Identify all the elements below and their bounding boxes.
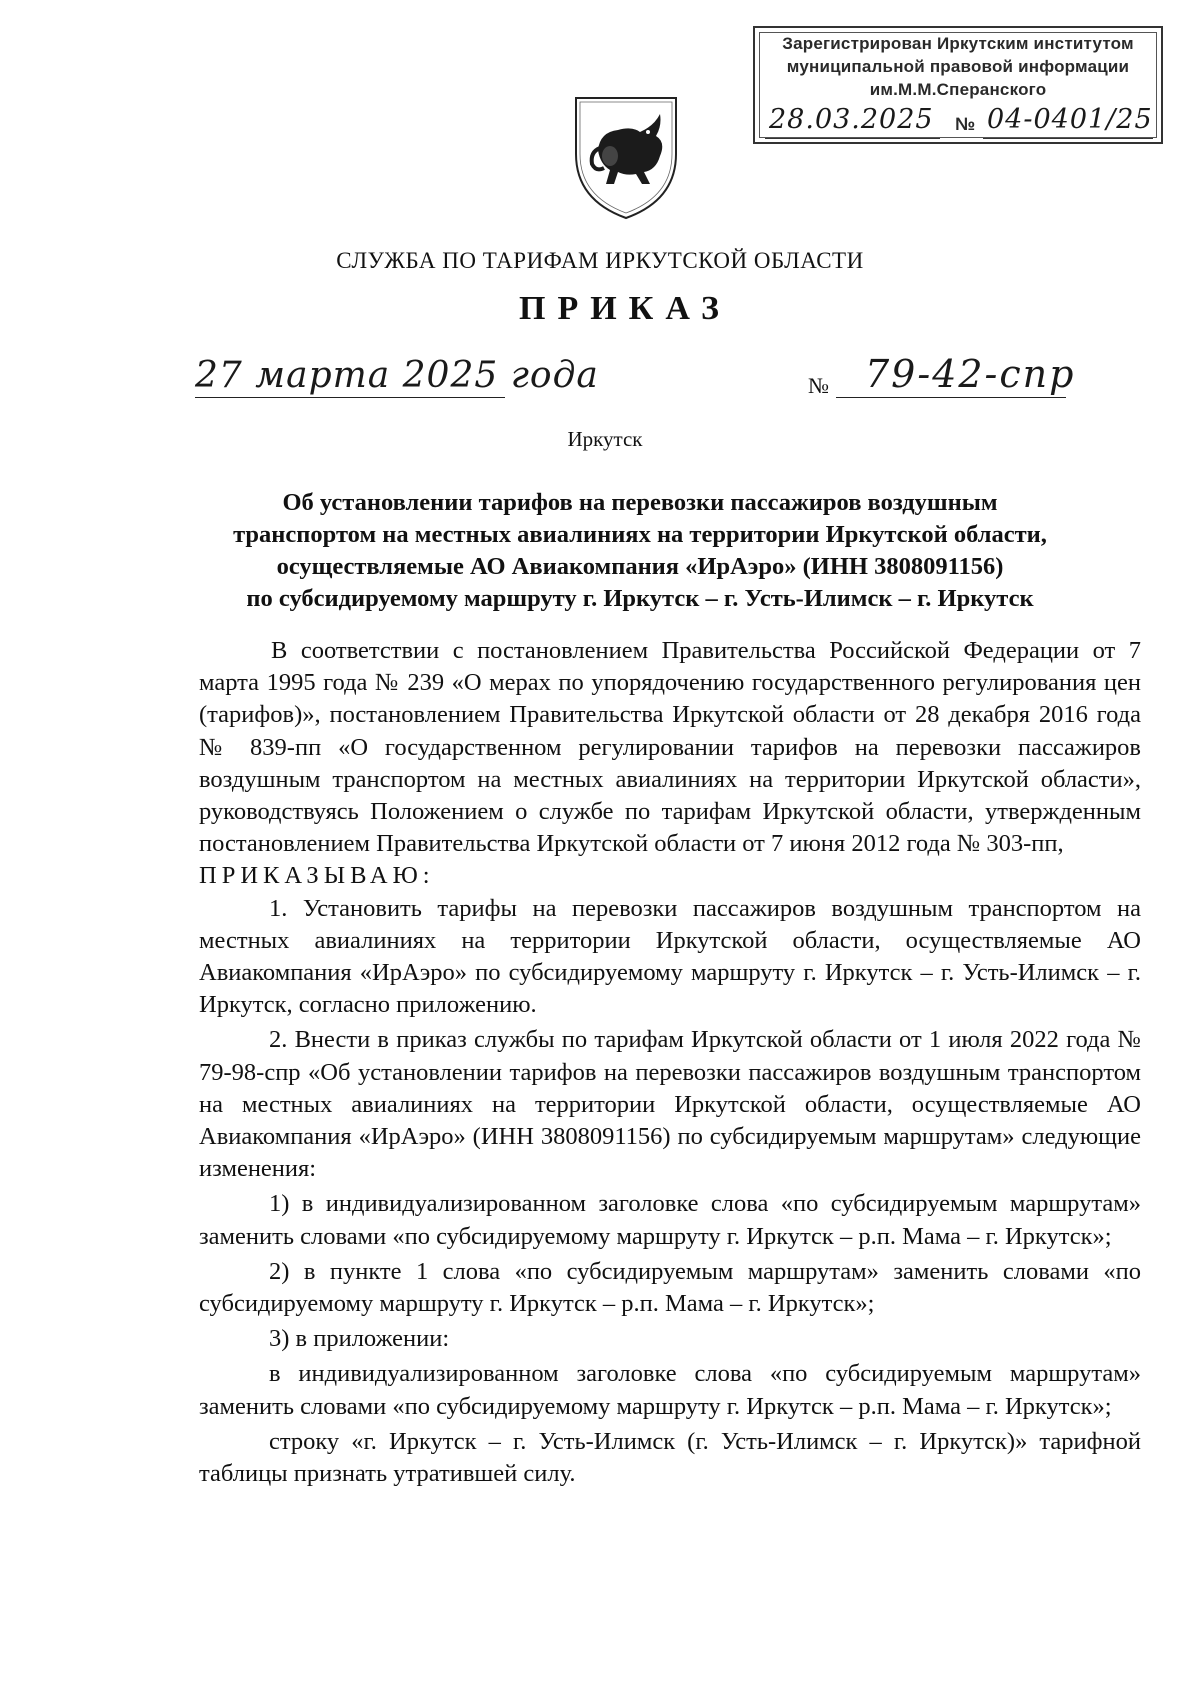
subitem-2-paragraph: 2) в пункте 1 слова «по субсидируемым маршрутам» заменить словами «по субсидируемому маршруту г. Иркутск – р.п. Мама – г. Иркутск»;	[199, 1257, 1141, 1318]
stamp-registration-date: 28.03.2025	[769, 104, 934, 135]
subitem-3-row-repeal: строку «г. Иркутск – г. Усть-Илимск (г. Усть-Илимск – г. Иркутск)» тарифной таблицы признать утратившей силу.	[199, 1427, 1141, 1488]
heading-line-2: транспортом на местных авиалиниях на территории Иркутской области,	[233, 521, 1047, 548]
decree-word: ПРИКАЗЫВАЮ:	[199, 862, 435, 890]
subitem-3-paragraph: 3) в приложении:	[269, 1325, 450, 1353]
order-date-handwritten: 27 марта 2025 года	[195, 355, 599, 396]
document-body	[199, 635, 1141, 1490]
heading-line-1: Об установлении тарифов на перевозки пассажиров воздушным	[282, 489, 998, 516]
stamp-date-underline	[765, 138, 940, 139]
subitem-1-paragraph: 1) в индивидуализированном заголовке слова «по субсидируемым маршрутам» заменить словами «по субсидируемому маршруту г. Иркутск – р.п. Мама – г. Иркутск»;	[199, 1190, 1141, 1250]
preamble-paragraph: В соответствии с постановлением Правительства Российской Федерации от 7 марта 1995 года № 239 «О мерах по упорядочению государственного регулирования цен (тарифов)», постановлением Правительства Иркутской области от 28 декабря 2016 года № 839-пп «О государственном регулировании тарифов на перевозки пассажиров воздушным транспортом на местных авиалиниях на территории Иркутской области», руководствуясь Положением о службе по тарифам Иркутской области, утвержденным постановлением Правительства Иркутской области от 7 июня 2012 года № 303-пп,	[199, 637, 1141, 858]
registration-stamp	[753, 26, 1163, 144]
order-number-label: №	[808, 373, 829, 398]
stamp-line-1: Зарегистрирован Иркутским институтом	[782, 34, 1134, 53]
item-2-paragraph: 2. Внести в приказ службы по тарифам Иркутской области от 1 июля 2022 года № 79-98-спр «Об установлении тарифов на перевозки пассажиров воздушным транспортом на местных авиалиниях на территории Иркутской области, осуществляемые АО Авиакомпания «ИрАэро» (ИНН 3808091156) по субсидируемым маршрутам» следующие изменения:	[199, 1026, 1141, 1183]
heading-line-4: по субсидируемому маршруту г. Иркутск – г. Усть-Илимск – г. Иркутск	[246, 585, 1034, 612]
city-name: Иркутск	[567, 427, 643, 451]
subitem-3-heading-change: в индивидуализированном заголовке слова «по субсидируемым маршрутам» заменить словами «по субсидируемому маршруту г. Иркутск – р.п. Мама – г. Иркутск»;	[199, 1360, 1141, 1420]
document-heading	[180, 487, 1100, 615]
item-1-paragraph: 1. Установить тарифы на перевозки пассажиров воздушным транспортом на местных авиалиниях на территории Иркутской области, осуществляемые АО Авиакомпания «ИрАэро» по субсидируемому маршруту г. Иркутск – г. Усть-Илимск – г. Иркутск, согласно приложению.	[199, 894, 1141, 1019]
stamp-line-3: им.М.М.Сперанского	[869, 80, 1047, 99]
stamp-number-label: №	[955, 114, 976, 134]
stamp-number-underline	[983, 138, 1153, 139]
stamp-registration-number: 04-0401/25	[987, 104, 1153, 135]
order-date-underline	[195, 397, 505, 398]
order-number-handwritten: 79-42-спр	[865, 352, 1076, 396]
heading-line-3: осуществляемые АО Авиакомпания «ИрАэро» (ИНН 3808091156)	[276, 553, 1004, 580]
stamp-line-2: муниципальной правовой информации	[786, 57, 1130, 76]
organization-name: СЛУЖБА ПО ТАРИФАМ ИРКУТСКОЙ ОБЛАСТИ	[336, 248, 864, 273]
document-type-title: ПРИКАЗ	[519, 290, 731, 327]
irkutsk-coat-of-arms-icon	[570, 92, 682, 222]
order-number-underline	[836, 397, 1066, 398]
